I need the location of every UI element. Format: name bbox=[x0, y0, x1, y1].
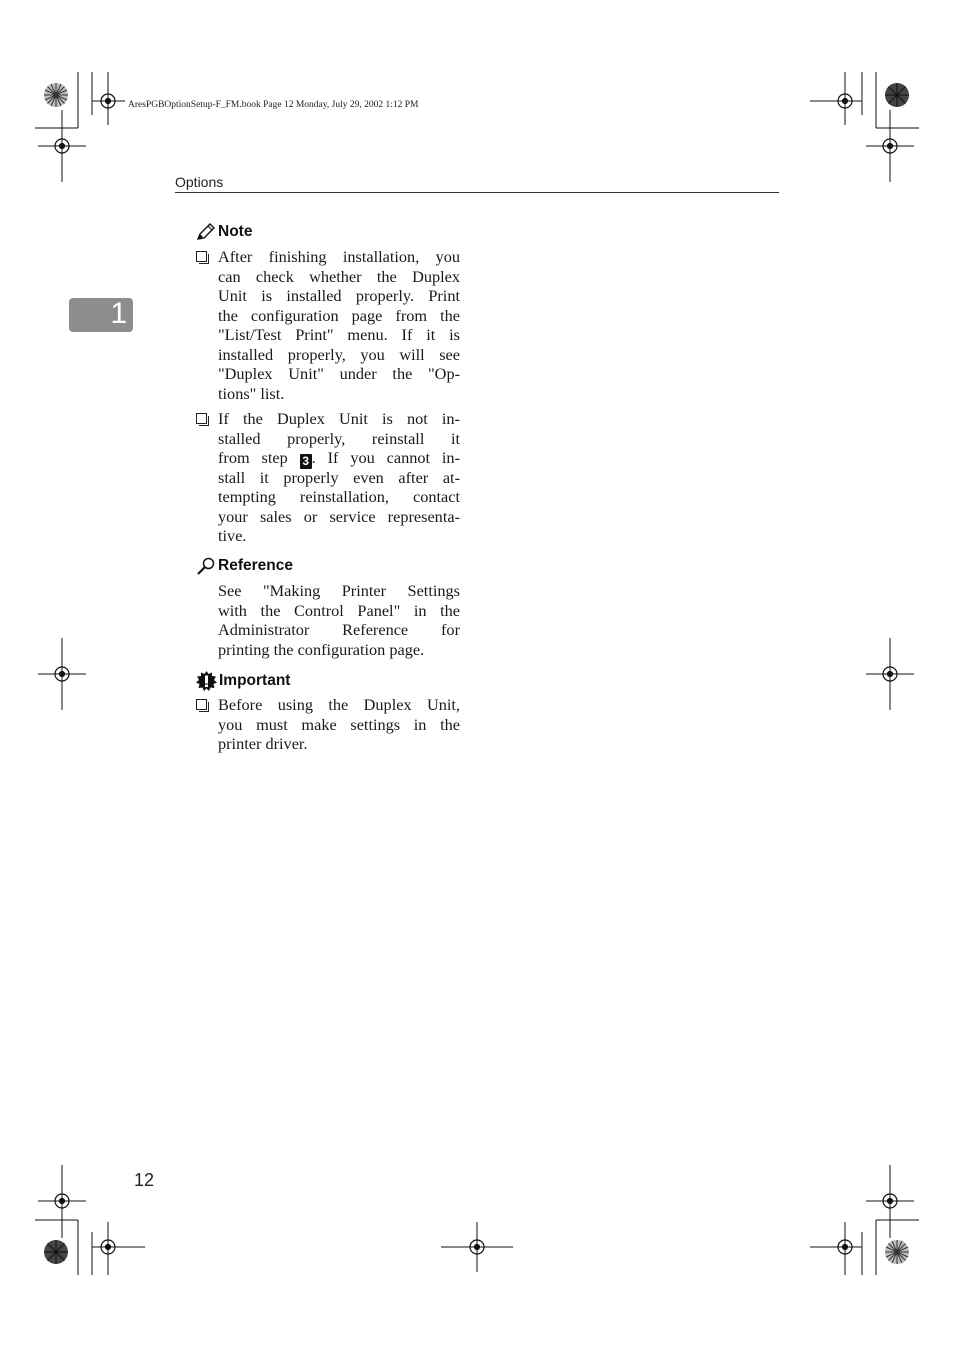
note-item bbox=[196, 247, 460, 403]
note-heading bbox=[196, 223, 252, 241]
text-line: with the Control Panel" in the bbox=[218, 600, 460, 620]
important-heading-label: Important bbox=[219, 672, 291, 689]
reference-heading bbox=[196, 557, 293, 575]
header-rule bbox=[175, 192, 779, 193]
text-line: tions" list. bbox=[218, 383, 285, 403]
text-line: installed properly, you will see bbox=[218, 344, 460, 364]
step-prefix: from step bbox=[218, 448, 288, 467]
pencil-icon bbox=[196, 223, 216, 241]
star-target-icon bbox=[44, 83, 68, 107]
text-line: After finishing installation, you bbox=[218, 247, 460, 266]
text-line: can check whether the Duplex bbox=[218, 266, 460, 286]
reference-heading-label: Reference bbox=[218, 557, 293, 574]
reference-body bbox=[196, 581, 460, 659]
text-line: printer driver. bbox=[218, 734, 308, 753]
text-line: See "Making Printer Settings bbox=[218, 581, 460, 600]
text-line: "List/Test Print" menu. If it is bbox=[218, 325, 460, 344]
text-line: the configuration page from the bbox=[218, 305, 460, 325]
text-line: tive. bbox=[218, 526, 247, 545]
checkbox-bullet-icon bbox=[196, 699, 207, 710]
star-target-icon bbox=[885, 83, 909, 107]
step-number-badge: 3 bbox=[300, 454, 312, 469]
checkbox-bullet-icon bbox=[196, 251, 207, 262]
text-line: stalled properly, reinstall it bbox=[218, 428, 460, 448]
text-line: "Duplex Unit" under the "Op- bbox=[218, 364, 460, 383]
star-target-icon bbox=[885, 1240, 909, 1264]
text-line: your sales or service representa- bbox=[218, 506, 460, 526]
important-item bbox=[196, 695, 460, 754]
note-heading-label: Note bbox=[218, 223, 253, 240]
magnifier-icon bbox=[196, 557, 216, 575]
page-number: 12 bbox=[134, 1170, 155, 1190]
important-heading bbox=[196, 671, 290, 691]
text-line: printing the configuration page. bbox=[218, 639, 425, 659]
note-item bbox=[196, 409, 460, 546]
text-line: Unit is installed properly. Print bbox=[218, 286, 460, 305]
text-line bbox=[218, 448, 460, 468]
file-header: AresPGBOptionSetup-F_FM.book Page 12 Monday, July 29, 2002 1:12 PM bbox=[128, 100, 419, 110]
chapter-number: 1 bbox=[110, 297, 127, 330]
text-line: If the Duplex Unit is not in- bbox=[218, 409, 460, 428]
star-target-icon bbox=[44, 1240, 68, 1264]
text-line: Before using the Duplex Unit, bbox=[218, 695, 460, 714]
text-line: tempting reinstallation, contact bbox=[218, 487, 460, 506]
chapter-tab bbox=[69, 298, 133, 332]
running-head: Options bbox=[175, 174, 224, 190]
step-suffix: . If you cannot in- bbox=[311, 448, 460, 467]
important-burst-icon bbox=[196, 671, 217, 691]
text-line: you must make settings in the bbox=[218, 714, 460, 734]
text-line: Administrator Reference for bbox=[218, 620, 460, 639]
checkbox-bullet-icon bbox=[196, 413, 207, 424]
text-line: stall it properly even after at- bbox=[218, 467, 460, 487]
